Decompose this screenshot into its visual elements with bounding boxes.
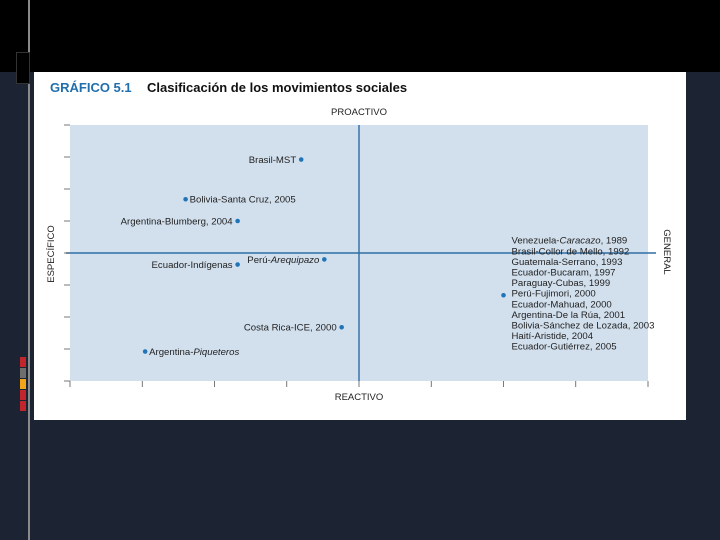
axis-label-top: PROACTIVO <box>331 107 387 118</box>
corner-block <box>16 52 30 84</box>
accent-square-5 <box>20 401 26 411</box>
point-label: Argentina-Piqueteros <box>149 347 240 359</box>
accent-square-3 <box>20 379 26 389</box>
point-label: Guatemala-Serrano, 1993 <box>511 256 623 268</box>
data-point <box>299 157 304 162</box>
point-label: Ecuador-Bucaram, 1997 <box>511 267 616 279</box>
data-point <box>183 197 188 202</box>
point-label: Ecuador-Gutiérrez, 2005 <box>511 341 617 353</box>
accent-square-1 <box>20 357 26 367</box>
point-label: Perú-Arequipazo <box>247 254 320 266</box>
slide-top-band <box>0 0 720 72</box>
accent-square-2 <box>20 368 26 378</box>
point-label: Paraguay-Cubas, 1999 <box>511 278 611 290</box>
data-point <box>235 262 240 267</box>
axis-label-right: GENERAL <box>661 229 672 275</box>
point-label: Perú-Fujimori, 2000 <box>511 288 596 300</box>
axis-label-bottom: REACTIVO <box>334 392 384 403</box>
data-point <box>339 325 344 330</box>
point-label: Argentina-Blumberg, 2004 <box>120 216 233 228</box>
data-point <box>501 293 506 298</box>
point-label: Brasil-MST <box>248 155 297 167</box>
point-label: Bolivia-Sánchez de Lozada, 2003 <box>511 320 655 332</box>
data-point <box>322 257 327 262</box>
point-label: Venezuela-Caracazo, 1989 <box>511 235 628 247</box>
point-label: Argentina-De la Rúa, 2001 <box>511 309 626 321</box>
chart-title: Clasificación de los movimientos sociales <box>147 80 408 95</box>
point-label: Bolivia-Santa Cruz, 2005 <box>189 194 296 206</box>
point-label: Haití-Aristide, 2004 <box>511 331 594 343</box>
chart-card <box>34 72 686 420</box>
accent-square-4 <box>20 390 26 400</box>
point-label: Ecuador-Indígenas <box>151 260 233 272</box>
plot-area <box>64 125 656 387</box>
point-label: Brasil-Collor de Mello, 1992 <box>511 246 630 258</box>
figure-number: GRÁFICO 5.1 <box>50 80 132 95</box>
data-point <box>143 349 148 354</box>
data-point <box>235 219 240 224</box>
point-label: Ecuador-Mahuad, 2000 <box>511 299 612 311</box>
axis-label-left: ESPECÍFICO <box>46 225 57 283</box>
scatter-chart <box>34 72 686 420</box>
point-label: Costa Rica-ICE, 2000 <box>243 322 337 334</box>
